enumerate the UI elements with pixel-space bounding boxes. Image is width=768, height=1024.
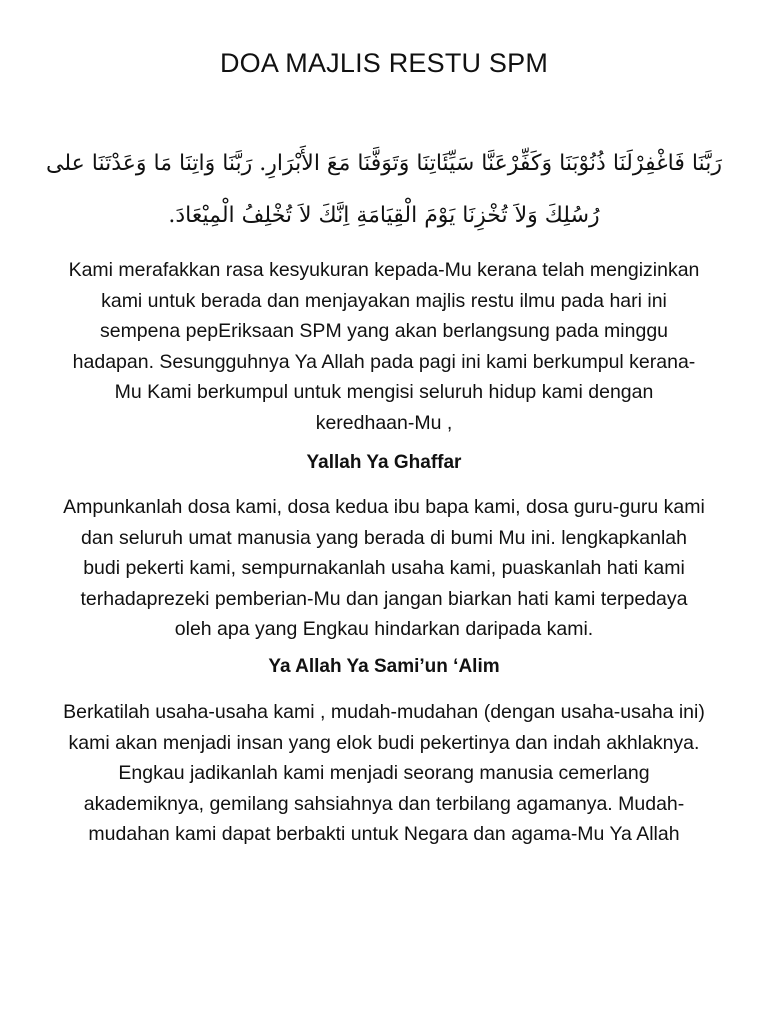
paragraph-line: hadapan. Sesungguhnya Ya Allah pada pagi ini kami berkumpul kerana-	[72, 350, 696, 373]
paragraph-line: kami untuk berada dan menjayakan majlis restu ilmu pada hari ini	[101, 289, 667, 312]
paragraph-line: kami akan menjadi insan yang elok budi pekertinya dan indah akhlaknya.	[68, 731, 700, 754]
arabic-line: رُسُلِكَ وَلاَ تُخْزِنَا يَوْمَ الْقِيَامَةِ اِنَّكَ لاَ تُخْلِفُ الْمِيْعَادَ.	[168, 203, 600, 228]
paragraph-forgiveness	[30, 492, 738, 645]
section-heading: Yallah Ya Ghaffar	[306, 452, 462, 473]
paragraph-gratitude	[30, 255, 738, 438]
paragraph-line: Mu Kami berkumpul untuk mengisi seluruh hidup kami dengan	[114, 381, 654, 403]
paragraph-line: Berkatilah usaha-usaha kami , mudah-mudahan (dengan usaha-usaha ini)	[63, 701, 705, 723]
paragraph-line: Kami merafakkan rasa kesyukuran kepada-Mu kerana telah mengizinkan	[68, 259, 700, 281]
paragraph-line: dan seluruh umat manusia yang berada di bumi Mu ini. lengkapkanlah	[81, 526, 687, 549]
section-heading: Ya Allah Ya Sami’un ‘Alim	[268, 656, 500, 677]
paragraph-line: oleh apa yang Engkau hindarkan daripada kami.	[174, 618, 594, 640]
paragraph-line: Engkau jadikanlah kami menjadi seorang manusia cemerlang	[118, 762, 650, 784]
paragraph-line: sempena pepEriksaan SPM yang akan berlangsung pada minggu	[99, 320, 669, 342]
paragraph-line: budi pekerti kami, sempurnakanlah usaha kami, puaskanlah hati kami	[83, 557, 685, 579]
paragraph-blessing	[30, 697, 738, 850]
paragraph-line: terhadaprezeki pemberian-Mu dan jangan biarkan hati kami terpedaya	[80, 587, 688, 610]
paragraph-line: mudahan kami dapat berbakti untuk Negara dan agama-Mu Ya Allah	[88, 823, 680, 845]
arabic-prayer	[40, 138, 728, 242]
arabic-line: رَبَّنَا فَاغْفِرْلَنَا ذُنُوْبَنَا وَكَفِّرْعَنَّا سَيِّئَاتِنَا وَتَوَفَّنَا مَعَ الأَبْرَارِ. رَبَّنَا وَاتِنَا مَا وَعَدْتَنَا على	[46, 151, 722, 176]
paragraph-line: Ampunkanlah dosa kami, dosa kedua ibu bapa kami, dosa guru-guru kami	[63, 496, 705, 518]
paragraph-line: akademiknya, gemilang sahsiahnya dan terbilang agamanya. Mudah-	[83, 792, 685, 815]
paragraph-line: keredhaan-Mu ,	[315, 411, 453, 434]
document-title: DOA MAJLIS RESTU SPM	[219, 48, 549, 78]
